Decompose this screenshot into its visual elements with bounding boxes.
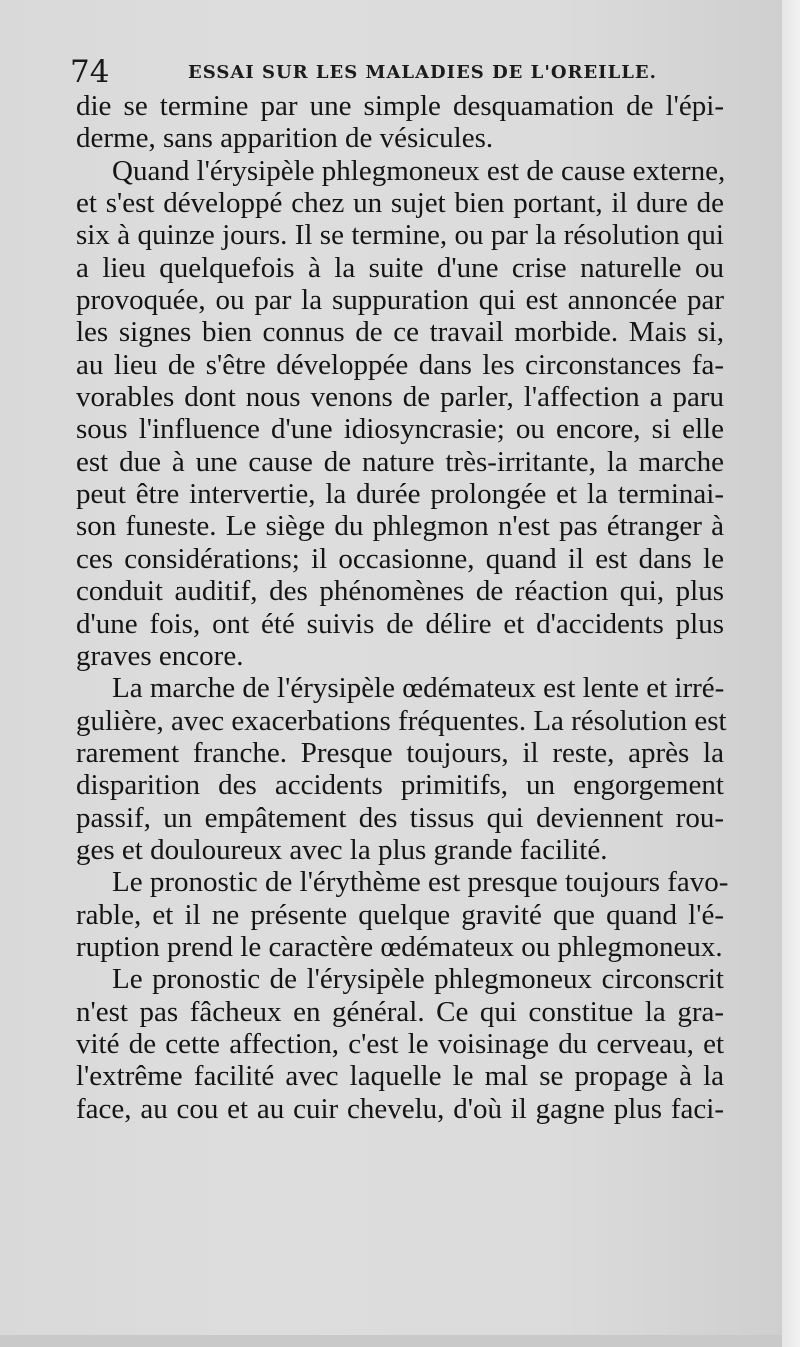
text-line: ruption prend le caractère œdémateux ou phlegmoneux. xyxy=(76,930,723,963)
paragraph xyxy=(76,155,724,673)
text-line: sous l'influence d'une idiosyncrasie; ou encore, si elle xyxy=(76,413,724,446)
paragraph xyxy=(76,866,729,963)
text-line: passif, un empâtement des tissus qui deviennent rou- xyxy=(76,801,724,834)
text-line: est due à une cause de nature très-irritante, la marche xyxy=(76,445,724,478)
page-header xyxy=(70,54,730,94)
text-line: ges et douloureux avec la plus grande facilité. xyxy=(76,833,608,866)
text-line: les signes bien connus de ce travail morbide. Mais si, xyxy=(76,316,724,349)
text-line: rable, et il ne présente quelque gravité que quand l'é- xyxy=(76,898,724,931)
paragraph xyxy=(76,672,727,866)
text-line: vorables dont nous venons de parler, l'affection a paru xyxy=(76,381,724,414)
text-line: au lieu de s'être développée dans les circonstances fa- xyxy=(76,348,724,381)
paragraph xyxy=(76,963,724,1125)
text-line: ces considérations; il occasionne, quand il est dans le xyxy=(76,542,724,575)
page-number: 74 xyxy=(70,54,110,90)
text-line: provoquée, ou par la suppuration qui est annoncée par xyxy=(76,284,724,317)
text-line: die se termine par une simple desquamation de l'épi- xyxy=(76,90,724,122)
text-line: face, au cou et au cuir chevelu, d'où il gagne plus faci- xyxy=(76,1092,724,1125)
text-line: l'extrême facilité avec laquelle le mal se propage à la xyxy=(76,1060,724,1093)
text-line: son funeste. Le siège du phlegmon n'est pas étranger à xyxy=(76,510,724,543)
text-line: n'est pas fâcheux en général. Ce qui constitue la gra- xyxy=(76,995,724,1028)
text-line: conduit auditif, des phénomènes de réaction qui, plus xyxy=(76,575,724,608)
text-line: gulière, avec exacerbations fréquentes. La résolution est xyxy=(76,704,727,737)
text-line: d'une fois, ont été suivis de délire et d'accidents plus xyxy=(76,607,724,640)
text-line: Quand l'érysipèle phlegmoneux est de cause externe, xyxy=(112,154,726,187)
text-line: et s'est développé chez un sujet bien portant, il dure de xyxy=(76,187,724,220)
text-line: vité de cette affection, c'est le voisinage du cerveau, et xyxy=(76,1027,724,1060)
text-line: rarement franche. Presque toujours, il reste, après la xyxy=(76,736,724,769)
running-head: ESSAI SUR LES MALADIES DE L'OREILLE. xyxy=(188,62,657,83)
text-line: six à quinze jours. Il se termine, ou par la résolution qui xyxy=(76,219,724,252)
text-line: peut être intervertie, la durée prolongée et la terminai- xyxy=(76,478,724,511)
text-line: Le pronostic de l'érysipèle phlegmoneux circonscrit xyxy=(112,963,724,996)
page-edge xyxy=(782,0,800,1347)
text-line: graves encore. xyxy=(76,639,244,672)
text-line: derme, sans apparition de vésicules. xyxy=(76,122,494,155)
text-line: disparition des accidents primitifs, un engorgement xyxy=(76,769,724,802)
paragraph xyxy=(76,90,724,155)
text-line: Le pronostic de l'érythème est presque toujours favo- xyxy=(112,866,729,899)
text-line: La marche de l'érysipèle œdémateux est lente et irré- xyxy=(112,672,725,705)
body-text xyxy=(76,90,729,1125)
text-line: a lieu quelquefois à la suite d'une crise naturelle ou xyxy=(76,251,724,284)
